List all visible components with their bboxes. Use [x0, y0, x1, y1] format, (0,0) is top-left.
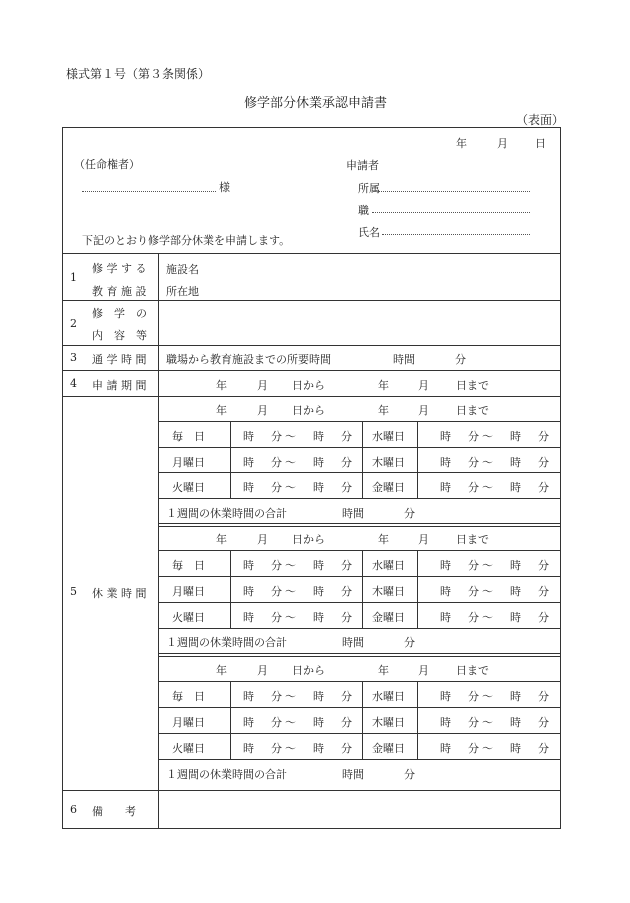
weekly-total-minutes[interactable]: 分 [404, 768, 415, 781]
day-label-daily: 毎 日 [172, 430, 205, 443]
time-range[interactable]: 時 分～ 時 分 [243, 690, 355, 703]
block3-start-day[interactable]: 日から [292, 664, 325, 677]
period-end-day[interactable]: 日まで [456, 379, 489, 392]
time-range[interactable]: 時 分～ 時 分 [243, 716, 355, 729]
period-start-day[interactable]: 日から [292, 379, 325, 392]
commute-minutes[interactable]: 分 [455, 353, 466, 366]
time-range[interactable]: 時 分～ 時 分 [440, 716, 552, 729]
block1-start-month[interactable]: 月 [257, 404, 268, 417]
day-label-wed: 水曜日 [372, 430, 405, 443]
time-range[interactable]: 時 分～ 時 分 [440, 430, 552, 443]
side-label: （表面） [516, 113, 565, 127]
block1-start-day[interactable]: 日から [292, 404, 325, 417]
day-label-thu: 木曜日 [372, 456, 405, 469]
block1-start-year[interactable]: 年 [216, 404, 227, 417]
block3-start-year[interactable]: 年 [216, 664, 227, 677]
block1-end-day[interactable]: 日まで [456, 404, 489, 417]
row4-number: 4 [70, 377, 77, 390]
facility-location-label: 所在地 [166, 285, 199, 298]
block2-start-year[interactable]: 年 [216, 533, 227, 546]
day-label-tue: 火曜日 [172, 742, 205, 755]
block3-end-month[interactable]: 月 [418, 664, 429, 677]
time-range[interactable]: 時 分～ 時 分 [243, 430, 355, 443]
block2-end-day[interactable]: 日まで [456, 533, 489, 546]
day-label-mon: 月曜日 [172, 456, 205, 469]
date-day[interactable]: 日 [535, 137, 546, 150]
date-month[interactable]: 月 [497, 137, 508, 150]
position-label: 職 [358, 204, 369, 217]
block2-end-year[interactable]: 年 [378, 533, 389, 546]
commute-hours[interactable]: 時間 [393, 353, 415, 366]
time-range[interactable]: 時 分～ 時 分 [243, 559, 355, 572]
day-label-fri: 金曜日 [372, 481, 405, 494]
time-range[interactable]: 時 分～ 時 分 [440, 481, 552, 494]
time-range[interactable]: 時 分～ 時 分 [440, 742, 552, 755]
row2-label-b: 内 容 等 [92, 329, 147, 342]
block1-end-year[interactable]: 年 [378, 404, 389, 417]
remarks-field[interactable] [162, 794, 557, 826]
day-label-tue: 火曜日 [172, 481, 205, 494]
time-range[interactable]: 時 分～ 時 分 [440, 456, 552, 469]
block3-start-month[interactable]: 月 [257, 664, 268, 677]
time-range[interactable]: 時 分～ 時 分 [243, 481, 355, 494]
period-end-month[interactable]: 月 [418, 379, 429, 392]
day-label-fri: 金曜日 [372, 742, 405, 755]
request-text: 下記のとおり修学部分休業を申請します。 [82, 234, 291, 247]
row1-label-b: 教 育 施 設 [92, 285, 147, 298]
time-range[interactable]: 時 分～ 時 分 [440, 611, 552, 624]
time-range[interactable]: 時 分～ 時 分 [243, 742, 355, 755]
study-content-field[interactable] [162, 303, 557, 343]
applicant-label: 申請者 [346, 159, 379, 172]
day-label-mon: 月曜日 [172, 585, 205, 598]
time-range[interactable]: 時 分～ 時 分 [243, 611, 355, 624]
form-id: 様式第１号（第３条関係） [66, 67, 211, 81]
affiliation-label: 所属 [358, 182, 380, 195]
facility-location-field[interactable] [210, 279, 555, 299]
row1-label-a: 修 学 す る [92, 262, 147, 275]
day-label-wed: 水曜日 [372, 559, 405, 572]
day-label-daily: 毎 日 [172, 690, 205, 703]
weekly-total-label: １週間の休業時間の合計 [166, 636, 287, 649]
time-range[interactable]: 時 分～ 時 分 [440, 690, 552, 703]
time-range[interactable]: 時 分～ 時 分 [440, 559, 552, 572]
commute-text: 職場から教育施設までの所要時間 [166, 353, 331, 366]
day-label-daily: 毎 日 [172, 559, 205, 572]
weekly-total-label: １週間の休業時間の合計 [166, 507, 287, 520]
period-end-year[interactable]: 年 [378, 379, 389, 392]
weekly-total-minutes[interactable]: 分 [404, 636, 415, 649]
affiliation-field[interactable] [378, 191, 530, 192]
day-label-wed: 水曜日 [372, 690, 405, 703]
time-range[interactable]: 時 分～ 時 分 [440, 585, 552, 598]
period-start-month[interactable]: 月 [257, 379, 268, 392]
honorific: 様 [219, 181, 230, 194]
row1-number: 1 [70, 271, 80, 284]
weekly-total-minutes[interactable]: 分 [404, 507, 415, 520]
block2-start-month[interactable]: 月 [257, 533, 268, 546]
facility-name-field[interactable] [210, 257, 555, 277]
authority-field[interactable] [82, 191, 216, 192]
weekly-total-hours[interactable]: 時間 [342, 768, 364, 781]
position-field[interactable] [372, 212, 530, 213]
name-field[interactable] [382, 234, 530, 235]
block3-end-day[interactable]: 日まで [456, 664, 489, 677]
row5-label: 休 業 時 間 [92, 587, 147, 600]
row6-label: 備 考 [92, 805, 136, 818]
row3-number: 3 [70, 351, 77, 364]
day-label-tue: 火曜日 [172, 611, 205, 624]
time-range[interactable]: 時 分～ 時 分 [243, 585, 355, 598]
row5-number: 5 [70, 585, 77, 598]
row4-label: 申 請 期 間 [92, 379, 147, 392]
day-label-thu: 木曜日 [372, 716, 405, 729]
row3-label: 通 学 時 間 [92, 353, 147, 366]
day-label-mon: 月曜日 [172, 716, 205, 729]
day-label-thu: 木曜日 [372, 585, 405, 598]
row2-number: 2 [70, 317, 77, 330]
authority-label: （任命権者） [74, 158, 140, 171]
block2-start-day[interactable]: 日から [292, 533, 325, 546]
time-range[interactable]: 時 分～ 時 分 [243, 456, 355, 469]
day-label-fri: 金曜日 [372, 611, 405, 624]
block3-end-year[interactable]: 年 [378, 664, 389, 677]
date-year[interactable]: 年 [456, 137, 467, 150]
weekly-total-label: １週間の休業時間の合計 [166, 768, 287, 781]
name-label: 氏名 [358, 226, 380, 239]
block2-end-month[interactable]: 月 [418, 533, 429, 546]
weekly-total-hours[interactable]: 時間 [342, 507, 364, 520]
weekly-total-hours[interactable]: 時間 [342, 636, 364, 649]
row2-label-a: 修 学 の [92, 307, 147, 320]
block1-end-month[interactable]: 月 [418, 404, 429, 417]
facility-name-label: 施設名 [166, 263, 199, 276]
form-title: 修学部分休業承認申請書 [244, 96, 388, 111]
period-start-year[interactable]: 年 [216, 379, 227, 392]
row6-number: 6 [70, 803, 77, 816]
